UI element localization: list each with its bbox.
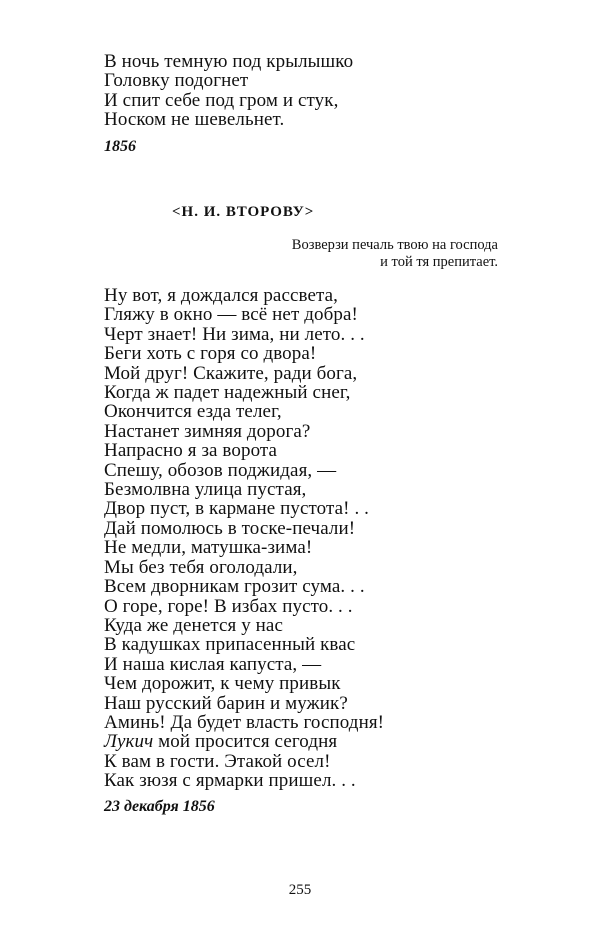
verse-line: Когда ж падет надежный снег, — [104, 382, 351, 404]
verse-line: Куда же денется у нас — [104, 614, 284, 636]
verse-line: Безмолвна улица пустая, — [104, 479, 307, 501]
verse-line: Ну вот, я дождался рассвета, — [104, 285, 339, 306]
italic-name: Лукич — [104, 731, 154, 753]
verse-line: Чем дорожит, к чему привык — [104, 673, 341, 695]
poem-date: 23 декабря 1856 — [104, 798, 215, 815]
verse-line: Головку подогнет — [104, 70, 249, 92]
verse-line: Носком не шевельнет. — [104, 109, 285, 131]
verse-line: Окончится езда телег, — [104, 401, 282, 423]
verse-line: Двор пуст, в кармане пустота! . . — [104, 498, 370, 520]
verse-line: И спит себе под гром и стук, — [104, 89, 339, 111]
page-number: 255 — [288, 882, 312, 898]
verse-line: Напрасно я за ворота — [104, 440, 278, 462]
verse-line: В кадушках припасенный квас — [104, 634, 356, 656]
verse-line: Наш русский барин и мужик? — [104, 692, 348, 714]
verse-line-rest: мой просится сегодня — [153, 731, 338, 753]
previous-poem-date: 1856 — [104, 138, 136, 155]
epigraph-line: Возверзи печаль твою на господа — [291, 237, 498, 253]
verse-line: Мой друг! Скажите, ради бога, — [104, 362, 358, 384]
verse-line: К вам в гости. Этакой осел! — [104, 750, 331, 772]
verse-line: В ночь темную под крылышко — [104, 51, 354, 72]
previous-poem-ending — [104, 52, 353, 130]
epigraph-line: и той тя препитает. — [380, 254, 498, 270]
verse-line: Всем дворникам грозит сума. . . — [104, 576, 365, 598]
verse-line: Дай помолюсь в тоске-печали! — [104, 517, 356, 539]
verse-line: Спешу, обозов поджидая, — — [104, 459, 337, 481]
verse-line: Не медли, матушка-зима! — [104, 537, 313, 559]
poem-title: <Н. И. ВТОРОВУ> — [172, 204, 315, 220]
verse-line: И наша кислая капуста, — — [104, 653, 322, 675]
epigraph — [292, 237, 498, 271]
verse-line: Как зюзя с ярмарки пришел. . . — [104, 770, 356, 792]
verse-line: Беги хоть с горя со двора! — [104, 343, 317, 365]
verse-line-lukich — [104, 732, 384, 751]
verse-line: Мы без тебя оголодали, — [104, 556, 298, 578]
poem-body — [104, 286, 384, 791]
verse-line: Черт знает! Ни зима, ни лето. . . — [104, 323, 365, 345]
verse-line: Гляжу в окно — всё нет добра! — [104, 304, 358, 326]
verse-line: Аминь! Да будет власть господня! — [104, 711, 385, 733]
verse-line: О горе, горе! В избах пусто. . . — [104, 595, 353, 617]
verse-line: Настанет зимняя дорога? — [104, 420, 311, 442]
